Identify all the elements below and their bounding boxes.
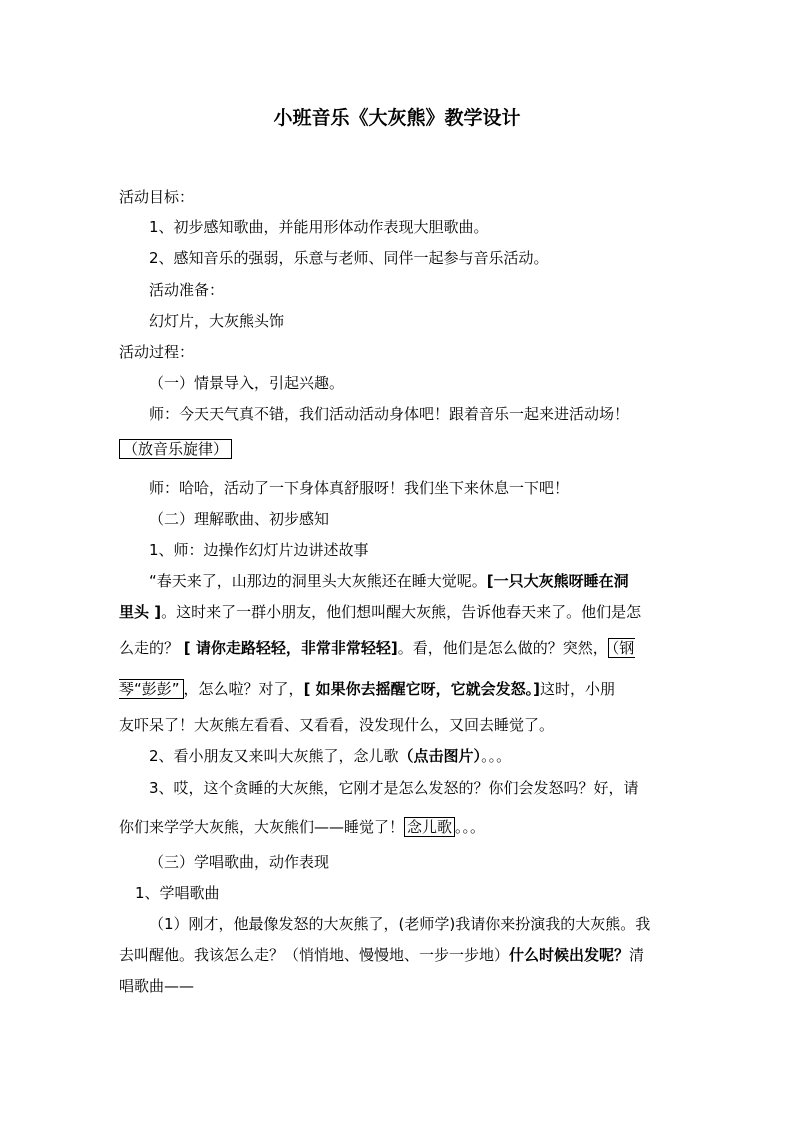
story-text: 么走的？ [119, 639, 184, 657]
story-text: 。看，他们是怎么做的？突然， [397, 639, 608, 657]
story-line-4 [119, 678, 615, 700]
document-title: 小班音乐《大灰熊》教学设计 [273, 107, 521, 129]
story-text: ，怎么啦？对了， [183, 680, 304, 698]
story-line-2 [119, 601, 641, 623]
music-cue-box: （放音乐旋律） [119, 439, 232, 459]
story-line-5: 友吓呆了！大灰熊左看看、又看看，没发现什么，又回去睡觉了。 [119, 716, 555, 734]
section-3-para-1-line-3: 唱歌曲—— [119, 977, 195, 995]
click-image-cue: （点击图片） [398, 747, 482, 765]
prep-heading: 活动准备： [149, 281, 225, 299]
story-text: 这时，小朋 [540, 680, 616, 698]
section-3-para-1-line-1: （1）刚才，他最像发怒的大灰熊了，(老师学)我请你来扮演我的大灰熊。我 [149, 915, 651, 933]
song-lyric: [ 如果你去摇醒它呀，它就会发怒。] [303, 680, 540, 698]
nursery-rhyme-box: 念儿歌 [404, 817, 455, 837]
goals-heading: 活动目标： [119, 188, 195, 206]
story-text: “春天来了，山那边的洞里头大灰熊还在睡大觉呢。 [149, 572, 487, 590]
step-3-text: 你们来学学大灰熊，大灰熊们——睡觉了！ [119, 818, 405, 836]
prep-items: 幻灯片，大灰熊头饰 [149, 312, 285, 330]
section-1-teacher-line-2: 师：哈哈，活动了一下身体真舒服呀！我们坐下来休息一下吧！ [149, 479, 570, 497]
step-2-text: 2、看小朋友又来叫大灰熊了，念儿歌 [149, 747, 399, 765]
process-heading: 活动过程： [119, 343, 195, 361]
story-line-3 [119, 637, 635, 659]
section-2-step-1: 1、师：边操作幻灯片边讲述故事 [149, 541, 369, 559]
song-lyric: [ 请你走路轻轻，非常非常轻轻] [183, 639, 398, 657]
goal-item-1: 1、初步感知歌曲，并能用形体动作表现大胆歌曲。 [149, 218, 489, 236]
para-text-end: 清 [629, 946, 645, 964]
song-lyric: 里头 ] [119, 603, 162, 621]
song-lyric: [一只大灰熊呀睡在洞 [486, 572, 629, 590]
piano-cue-box-end: 琴“彭彭” [119, 679, 184, 699]
section-2-step-3-line-2 [119, 816, 485, 838]
piano-cue-box-start: （钢 [608, 638, 636, 658]
para-text: 去叫醒他。我该怎么走？（悄悄地、慢慢地、一步一步地） [119, 946, 510, 964]
section-2-heading: （二）理解歌曲、初步感知 [149, 510, 330, 528]
section-1-teacher-line-1: 师：今天天气真不错，我们活动活动身体吧！跟着音乐一起来进活动场！ [149, 405, 630, 423]
section-3-step-1: 1、学唱歌曲 [135, 884, 220, 902]
story-text: 。这时来了一群小朋友，他们想叫醒大灰熊，告诉他春天来了。他们是怎 [161, 603, 642, 621]
step-3-ellipsis: 。。。 [455, 818, 486, 836]
story-line-1 [149, 570, 629, 592]
music-cue-line [119, 438, 232, 460]
step-2-ellipsis: 。。。 [481, 747, 512, 765]
section-3-para-1-line-2 [119, 944, 644, 966]
section-3-heading: （三）学唱歌曲，动作表现 [149, 853, 330, 871]
section-1-heading: （一）情景导入，引起兴趣。 [149, 374, 345, 392]
para-bold-question: 什么时候出发呢？ [509, 946, 630, 964]
section-2-step-3-line-1: 3、哎，这个贪睡的大灰熊，它刚才是怎么发怒的？你们会发怒吗？好，请 [149, 779, 639, 797]
goal-item-2: 2、感知音乐的强弱，乐意与老师、同伴一起参与音乐活动。 [149, 249, 549, 267]
section-2-step-2 [149, 745, 511, 767]
